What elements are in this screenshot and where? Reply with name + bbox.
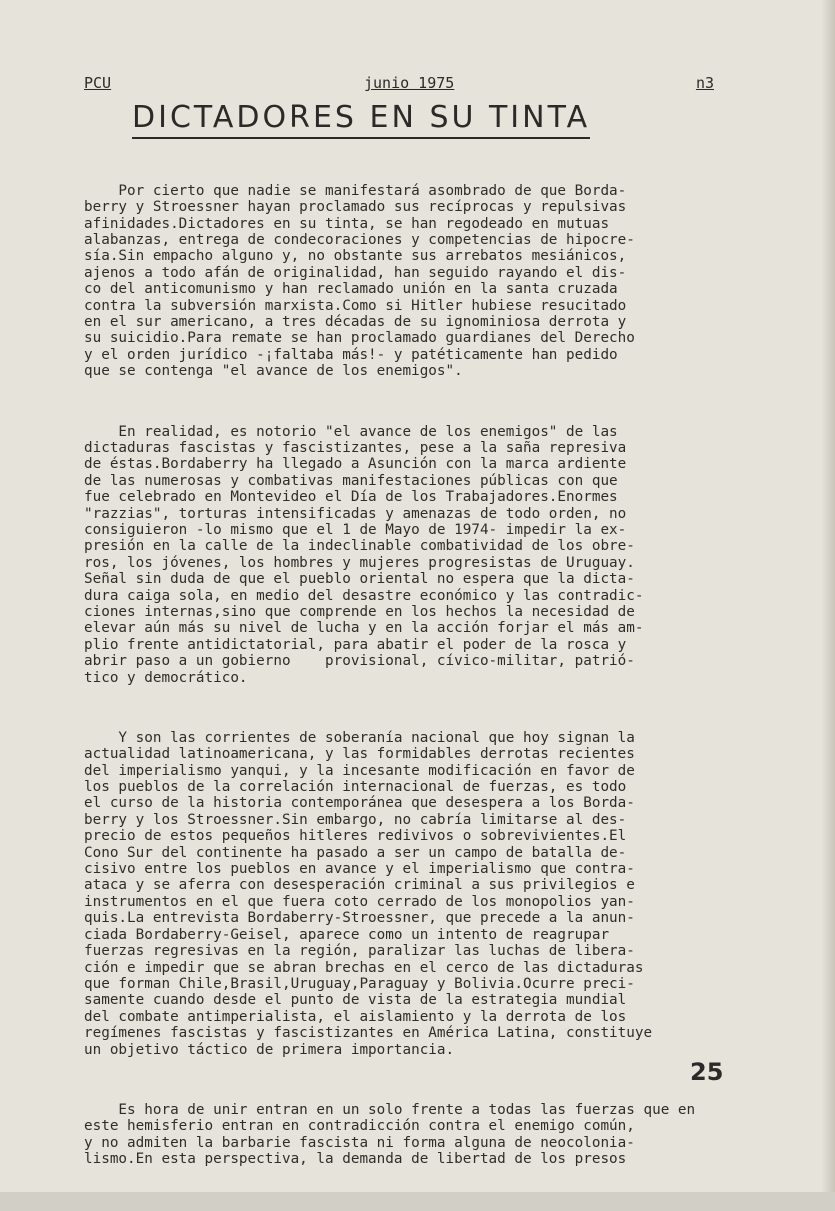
page-header xyxy=(84,74,714,96)
page-number: 25 xyxy=(690,1058,724,1086)
paragraph-3: Y son las corrientes de soberanía nacional que hoy signan la actualidad latinoamericana, y las formidables derrotas recientes del imperialismo yanqui, y la incesante modificación en favor de los pueblos de la correlación internacional de fuerzas, es todo el curso de la historia contemporánea que desespera a los Borda- berry y los Stroessner.Sin embargo, no cabría limitarse al des- precio de estos pequeños hitleres redivivos o sobrevivientes.El Cono Sur del continente ha pasado a ser un campo de batalla de- cisivo entre los pueblos en avance y el imperialismo que contra- ataca y se aferra con desesperación criminal a sus privilegios e instrumentos en el que fuera coto cerrado de los monopolios yan- quis.La entrevista Bordaberry-Stroessner, que precede a la anun- ciada Bordaberry-Geisel, aparece como un intento de reagrupar fuerzas regresivas en la región, paralizar las luchas de libera- ción e impedir que se abran brechas en el cerco de las dictaduras que forman Chile,Brasil,Uruguay,Paraguay y Bolivia.Ocurre preci- samente cuando desde el punto de vista de la estrategia mundial del combate antimperialista, el aislamiento y la derrota de los regímenes fascistas y fascistizantes en América Latina, constituye un objetivo táctico de primera importancia. xyxy=(84,729,653,1058)
issue-number: n3 xyxy=(695,74,714,92)
publication-name: PCU xyxy=(84,74,112,92)
paragraph-1: Por cierto que nadie se manifestará asombrado de que Borda- berry y Stroessner hayan proclamado sus recíprocas y repulsivas afinidades.Dictadores en su tinta, se han regodeado en mutuas alabanzas, entrega de condecoraciones y competencias de hipocre- sía.Sin empacho alguno y, no obstante sus arrebatos mesiánicos, ajenos a todo afán de originalidad, han seguido rayando el dis- co del anticomunismo y han reclamado unión en la santa cruzada contra la subversión marxista.Como si Hitler hubiese resucitado en el sur americano, a tres décadas de su ignominiosa derrota y su suicidio.Para remate se han proclamado guardianes del Derecho y el orden jurídico -¡faltaba más!- y patéticamente han pedido que se contenga "el avance de los enemigos". xyxy=(84,182,635,380)
article-title: DICTADORES EN SU TINTA xyxy=(132,100,590,139)
paragraph-2: En realidad, es notorio "el avance de los enemigos" de las dictaduras fascistas y fascistizantes, pese a la saña represiva de éstas.Bordaberry ha llegado a Asunción con la marca ardiente de las numerosas y combativas manifestaciones públicas con que fue celebrado en Montevideo el Día de los Trabajadores.Enormes "razzias", torturas intensificadas y amenazas de todo orden, no consiguieron -lo mismo que el 1 de Mayo de 1974- impedir la ex- presión en la calle de la indeclinable combatividad de los obre- ros, los jóvenes, los hombres y mujeres progresistas de Uruguay. Señal sin duda de que el pueblo oriental no espera que la dicta- dura caiga sola, en medio del desastre económico y las contradic- ciones internas,sino que comprende en los hechos la necesidad de elevar aún más su nivel de lucha y en la acción forjar el más am- plio frente antidictatorial, para abatir el poder de la rosca y abrir paso a un gobierno provisional, cívico-militar, patrió- tico y democrático. xyxy=(84,423,644,686)
article-body xyxy=(84,150,744,1211)
paragraph-4: Es hora de unir entran en un solo frente a todas las fuerzas que en este hemisferio entran en contradicción contra el enemigo común, y no admiten la barbarie fascista ni forma alguna de neocolonia- lismo.En esta perspectiva, la demanda de libertad de los presos xyxy=(84,1101,696,1167)
issue-date: junio 1975 xyxy=(364,74,455,92)
